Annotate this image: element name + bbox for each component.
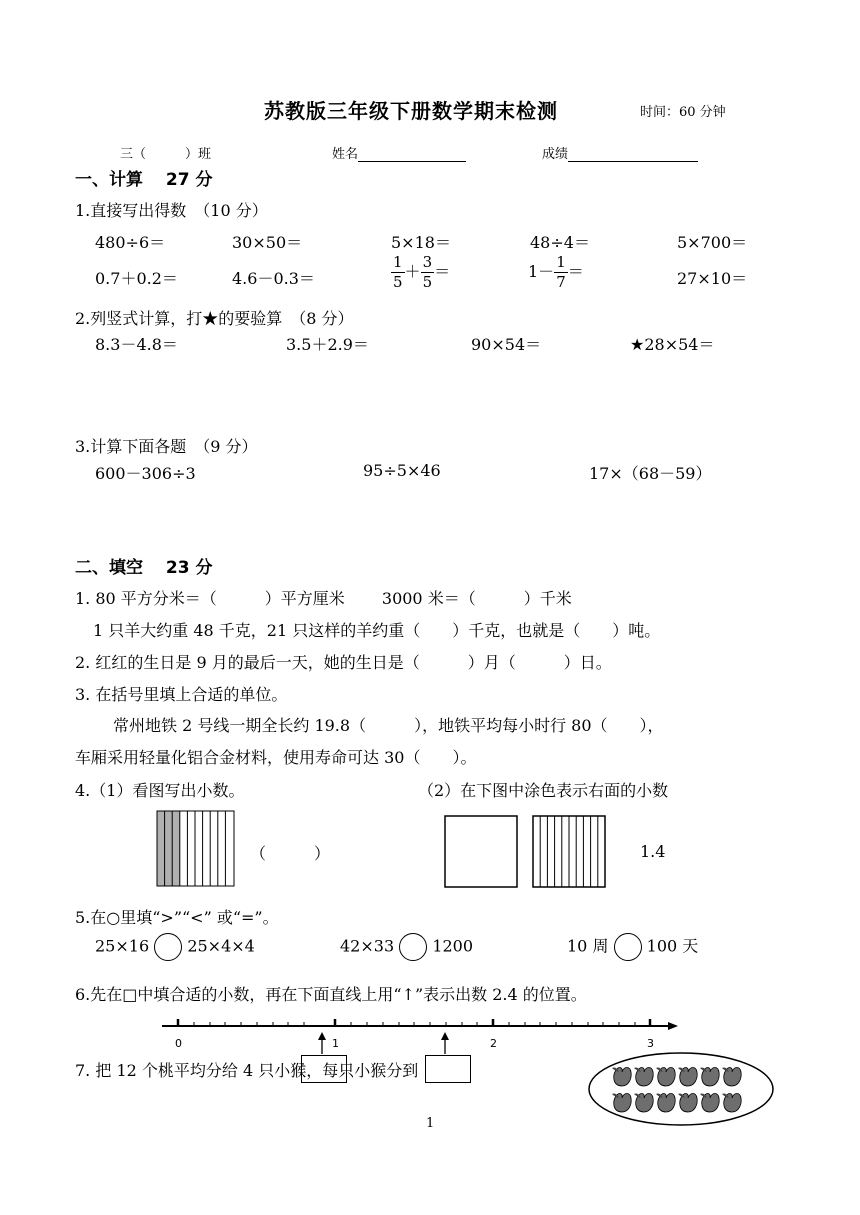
name-label [332, 143, 466, 162]
fill-line: 1 只羊大约重 48 千克，21 只这样的羊约重（ ）千克，也就是（ ）吨。 [93, 621, 661, 640]
compare-right: 25×4×4 [187, 936, 255, 956]
fraction-add [391, 255, 450, 290]
section-1-title: 一、计算 27 分 [75, 170, 213, 190]
q3-title: 3.计算下面各题 （9 分） [75, 437, 258, 456]
equals: ＝ [434, 262, 451, 281]
q1-r1-item: 480÷6＝ [95, 233, 166, 252]
peach-icon [656, 1068, 675, 1087]
tick-label: 0 [175, 1037, 182, 1050]
peach-icon [656, 1094, 675, 1113]
q4-part1: 4.（1）看图写出小数。 [75, 781, 245, 800]
tick-label: 3 [647, 1037, 654, 1050]
name-label-text: 姓名 [332, 147, 359, 162]
q1-r2-item: 4.6－0.3＝ [232, 269, 315, 288]
fraction [554, 255, 568, 290]
peach-icon [678, 1068, 697, 1087]
page-title: 苏教版三年级下册数学期末检测 [264, 99, 558, 123]
up-arrow-icon [441, 1032, 449, 1054]
score-blank[interactable] [568, 145, 698, 162]
score-label-text: 成绩 [542, 147, 569, 162]
q2-item: ★28×54＝ [630, 335, 715, 354]
tenths-strips-figure[interactable] [532, 815, 608, 889]
compare-circle[interactable] [614, 933, 642, 961]
compare-item [340, 933, 473, 961]
numerator: 3 [422, 253, 433, 271]
numerator: 1 [556, 253, 566, 271]
fill-line: 常州地铁 2 号线一期全长约 19.8（ ），地铁平均每小时行 80（ ）， [113, 716, 664, 735]
peach-icon [612, 1068, 631, 1087]
peach-icon [634, 1068, 653, 1087]
name-blank[interactable] [358, 145, 466, 162]
whole-square-figure[interactable] [444, 815, 520, 889]
q5-title: 5.在○里填“>”“<” 或“=”。 [75, 908, 279, 927]
peach-icon [634, 1094, 653, 1113]
q4-part2: （2）在下图中涂色表示右面的小数 [418, 781, 669, 800]
compare-right: 1200 [432, 936, 474, 956]
operand: 1－ [528, 262, 555, 281]
q1-r1-item: 5×700＝ [677, 233, 748, 252]
q2-item: 3.5＋2.9＝ [286, 335, 369, 354]
q1-r2-item: 0.7＋0.2＝ [95, 269, 178, 288]
q2-title: 2.列竖式计算，打★的要验算 （8 分） [75, 309, 354, 328]
denominator: 7 [556, 273, 566, 291]
fill-line: 3. 在括号里填上合适的单位。 [75, 685, 288, 704]
up-arrow-icon [318, 1032, 326, 1054]
page-number: 1 [426, 1116, 435, 1131]
denominator: 5 [393, 273, 403, 291]
compare-item [95, 933, 255, 961]
peach-icon [700, 1094, 719, 1113]
fraction [421, 255, 435, 290]
compare-item [567, 933, 698, 961]
q3-item: 600－306÷3 [95, 464, 196, 483]
q1-r1-item: 48÷4＝ [530, 233, 590, 252]
peaches-figure [586, 1050, 776, 1128]
shaded-strips [157, 811, 180, 886]
q1-r1-item: 5×18＝ [391, 233, 451, 252]
peach-icon [678, 1094, 697, 1113]
q4-answer-blank[interactable]: （ ） [250, 844, 331, 863]
tick-label: 2 [490, 1037, 497, 1050]
peach-icon [722, 1068, 741, 1087]
fill-line: 2. 红红的生日是 9 月的最后一天，她的生日是（ ）月（ ）日。 [75, 653, 612, 672]
denominator: 5 [422, 273, 433, 291]
q4-target-value: 1.4 [640, 842, 666, 861]
exam-time: 时间：60 分钟 [640, 105, 726, 120]
q1-title: 1.直接写出得数 （10 分） [75, 201, 268, 220]
q6-title: 6.先在□中填合适的小数，再在下面直线上用“↑”表示出数 2.4 的位置。 [75, 985, 587, 1004]
equals: ＝ [567, 262, 584, 281]
fill-line: 车厢采用轻量化铝合金材料，使用寿命可达 30（ ）。 [75, 748, 477, 767]
q1-r2-item: 27×10＝ [677, 269, 748, 288]
q2-item: 90×54＝ [471, 335, 542, 354]
answer-box[interactable] [425, 1055, 471, 1083]
q3-item: 17×（68－59） [589, 464, 712, 483]
peach-icon [612, 1094, 631, 1113]
peach-icon [722, 1094, 741, 1113]
fill-line: 1. 80 平方分米＝（ ）平方厘米 3000 米＝（ ）千米 [75, 589, 572, 608]
score-label [542, 143, 698, 162]
q2-item: 8.3－4.8＝ [95, 335, 178, 354]
compare-circle[interactable] [154, 933, 182, 961]
compare-circle[interactable] [399, 933, 427, 961]
q7-title: 7. 把 12 个桃平均分给 4 只小猴，每只小猴分到 [75, 1061, 419, 1080]
fraction [391, 255, 405, 290]
compare-left: 25×16 [95, 936, 150, 956]
q3-item: 95÷5×46 [363, 461, 441, 480]
section-2-title: 二、填空 23 分 [75, 558, 213, 578]
fraction-sub [528, 255, 584, 290]
q1-r1-item: 30×50＝ [232, 233, 303, 252]
peach-icon [700, 1068, 719, 1087]
number-line-arrow-icon [668, 1022, 678, 1030]
numerator: 1 [393, 253, 403, 271]
compare-left: 10 周 [567, 936, 609, 956]
tick-label: 1 [332, 1037, 339, 1050]
class-label: 三（ ）班 [120, 147, 212, 162]
operator: ＋ [404, 262, 421, 281]
decimal-strips-figure [156, 810, 236, 888]
compare-left: 42×33 [340, 936, 395, 956]
compare-right: 100 天 [646, 936, 699, 956]
